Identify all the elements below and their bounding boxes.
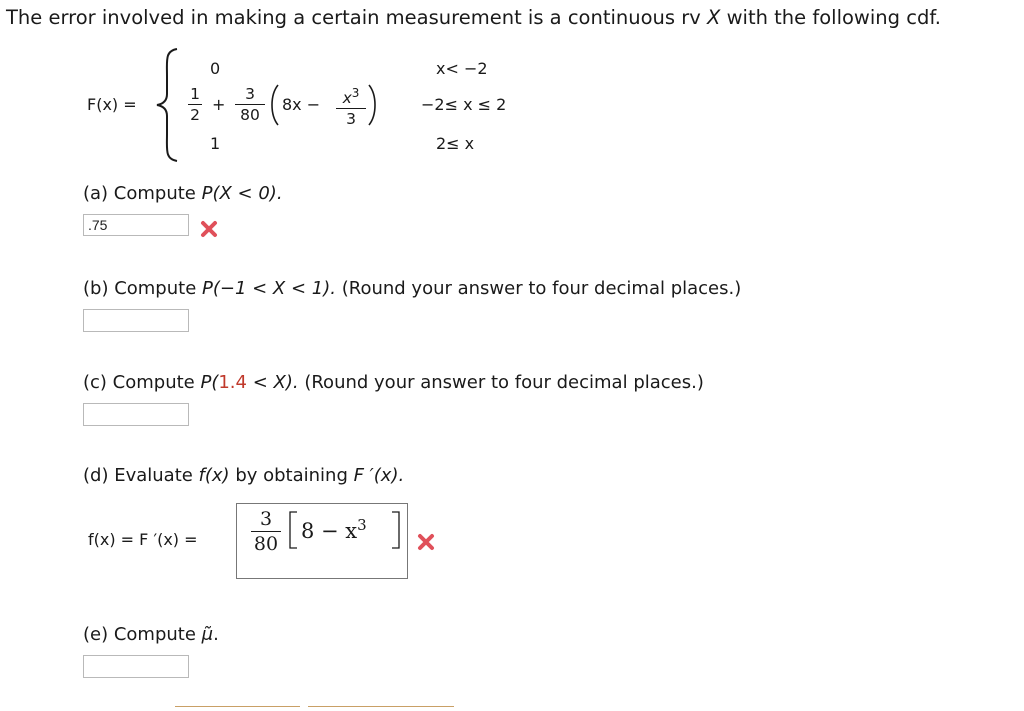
cdf-half-den: 2 — [190, 106, 200, 124]
part-d-answer-field[interactable] — [236, 503, 408, 579]
part-d-fraction — [251, 508, 281, 555]
part-d-label-fx: f(x) — [198, 465, 230, 486]
part-a-answer-value: .75 — [88, 217, 108, 233]
part-a-answer-field[interactable] — [83, 214, 189, 236]
part-d-inner-exp: 3 — [357, 516, 367, 534]
part-c-label — [83, 372, 704, 393]
part-c-label-text: (c) Compute — [83, 372, 201, 393]
cdf-piece2-condition: −2≤ x ≤ 2 — [421, 95, 507, 114]
part-d-label — [83, 465, 404, 486]
cdf-piece3-condition: 2≤ x — [436, 134, 475, 153]
part-e-label — [83, 624, 219, 645]
cdf-piece1-condition: x< −2 — [436, 59, 488, 78]
part-d-label-fpx: F ′(x). — [353, 465, 405, 486]
part-d-inner-text: 8 − x — [301, 519, 358, 543]
part-a-label-text: (a) Compute — [83, 183, 202, 204]
part-e-label-period: . — [213, 624, 219, 645]
problem-statement — [6, 6, 941, 29]
cdf-x3-den: 3 — [346, 110, 356, 129]
cdf-piece3-expr: 1 — [210, 134, 221, 153]
part-b-label-math: P(−1 < X < 1). — [202, 278, 336, 299]
part-d-fraction-num: 3 — [259, 508, 273, 530]
part-a-incorrect-icon — [199, 219, 219, 239]
part-e-label-text: (e) Compute — [83, 624, 202, 645]
right-paren-icon — [367, 83, 379, 127]
left-bracket-icon — [287, 510, 299, 550]
cdf-coef-den: 80 — [240, 106, 260, 124]
left-brace-icon — [155, 46, 183, 164]
part-c-label-value: 1.4 — [218, 372, 247, 393]
cdf-coef-num: 3 — [245, 85, 255, 103]
cdf-coef-fraction — [235, 85, 265, 124]
part-d-inner — [301, 516, 367, 543]
left-paren-icon — [268, 83, 280, 127]
part-d-incorrect-icon — [416, 532, 436, 552]
part-c-label-instruction: (Round your answer to four decimal places.) — [298, 372, 704, 393]
part-b-label — [83, 278, 741, 299]
part-e-label-symbol: μ̃ — [201, 624, 214, 645]
cdf-half-num: 1 — [190, 85, 200, 103]
part-a-label — [83, 183, 283, 204]
right-bracket-icon — [390, 510, 402, 550]
bottom-button-edge-right — [308, 706, 454, 707]
part-d-label-text: (d) Evaluate — [83, 465, 199, 486]
part-c-answer-field[interactable] — [83, 403, 189, 426]
part-b-label-text: (b) Compute — [83, 278, 202, 299]
cdf-lhs: F(x) = — [87, 95, 137, 114]
part-b-label-instruction: (Round your answer to four decimal places.) — [336, 278, 742, 299]
part-a-label-math: P(X < 0). — [201, 183, 283, 204]
bottom-button-edge-left — [175, 706, 300, 707]
cdf-x3-fraction — [336, 84, 366, 128]
part-d-fraction-den: 80 — [253, 533, 279, 555]
part-c-label-rest: < X). — [247, 372, 299, 393]
part-d-lhs: f(x) = F ′(x) = — [88, 530, 198, 549]
part-d-label-mid: by obtaining — [229, 465, 354, 486]
cdf-x3-exp: 3 — [351, 86, 360, 100]
cdf-half-fraction — [188, 85, 202, 124]
part-e-answer-field[interactable] — [83, 655, 189, 678]
cdf-x3-var: x — [342, 89, 352, 108]
cdf-plus-sign: + — [212, 95, 226, 114]
cdf-piece1-expr: 0 — [210, 59, 221, 78]
part-c-label-p: P( — [200, 372, 219, 393]
part-b-answer-field[interactable] — [83, 309, 189, 332]
intro-text-before: The error involved in making a certain measurement is a continuous rv — [6, 6, 708, 29]
cdf-inner-expr: 8x − — [282, 95, 321, 114]
intro-text-after: with the following cdf. — [720, 6, 941, 29]
intro-var: X — [707, 6, 721, 29]
